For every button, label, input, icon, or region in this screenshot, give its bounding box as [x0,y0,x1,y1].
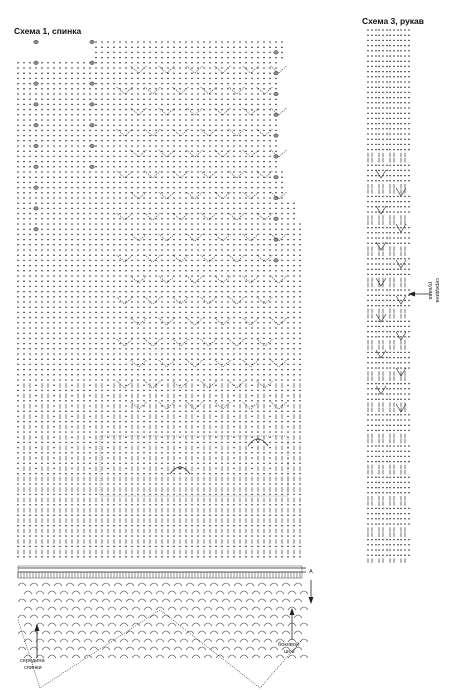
arrow-down-icon [309,580,314,604]
arrow-up-icon [290,608,295,640]
scheme-1-title: Схема 1, спинка [14,26,82,36]
side-seam-label-line1: боковой [278,642,300,648]
marker-a-label: A [309,569,313,575]
scheme-3-title: Схема 3, рукав [362,16,424,26]
back-border-chart [18,566,308,688]
back-chart-motifs [100,66,288,496]
sleeve-chart-grid [367,29,410,563]
center-sleeve-label-line2: рукава [427,282,433,300]
center-sleeve-label-line1: середина [434,278,440,303]
arrow-left-icon [408,292,430,297]
side-seam-label-line2: шов [284,649,295,655]
center-back-label-line2: спинки [24,665,42,671]
back-chart-grid [17,40,301,557]
arrow-up-icon [35,624,40,658]
center-back-label-line1: середина [20,658,45,664]
